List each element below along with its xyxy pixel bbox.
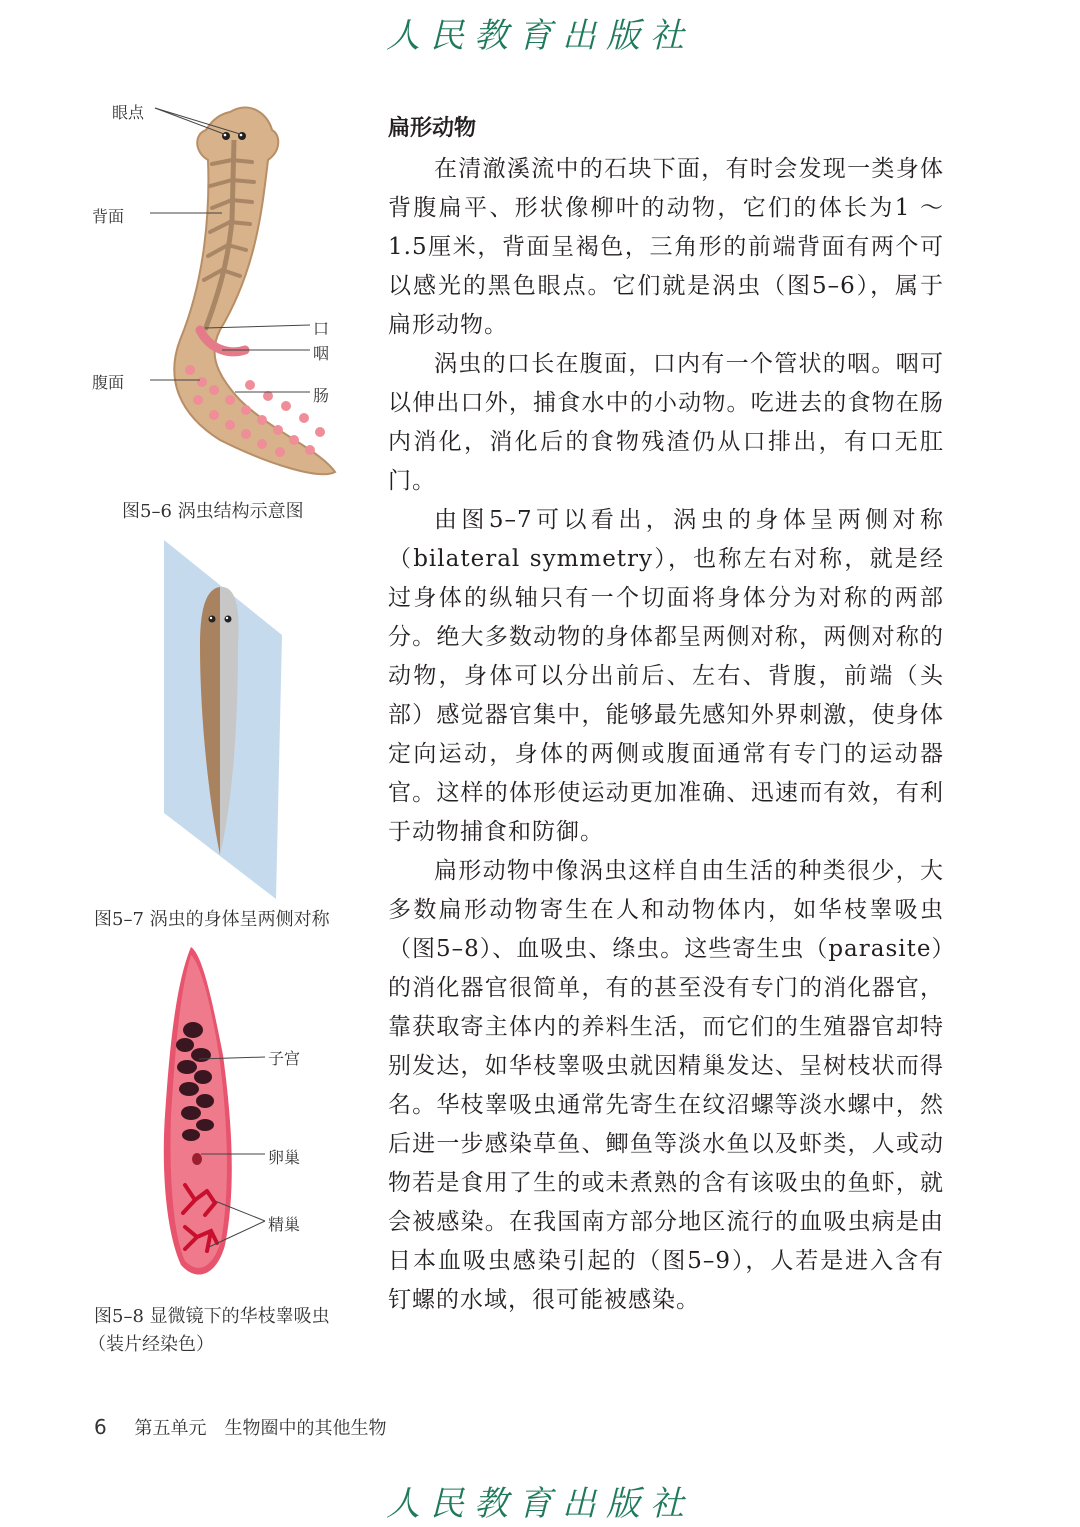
label-testis: 精巢 [268, 1215, 301, 1234]
label-dorsal: 背面 [92, 207, 125, 226]
article-body [388, 112, 944, 1320]
label-intestine: 肠 [313, 386, 330, 405]
label-ovary: 卵巢 [268, 1148, 301, 1167]
caption-fig-5-7: 图5–7 涡虫的身体呈两侧对称 [94, 909, 330, 930]
paragraph: 在清澈溪流中的石块下面，有时会发现一类身体背腹扁平、形状像柳叶的动物，它们的体长为1 ～ 1.5厘米，背面呈褐色，三角形的前端背面有两个可以感光的黑色眼点。它们就是涡虫（图5–6），属于扁形动物。 [388, 156, 944, 338]
bilateral-symmetry-figure [158, 535, 288, 905]
label-mouth: 口 [313, 319, 330, 338]
page-number: 6 [94, 1415, 107, 1439]
watermark-top: 人民教育出版社 [386, 16, 694, 56]
paragraph: 涡虫的口长在腹面，口内有一个管状的咽。咽可以伸出口外，捕食水中的小动物。吃进去的食物在肠内消化，消化后的食物残渣仍从口排出，有口无肛门。 [388, 351, 944, 494]
caption-fig-5-6: 图5–6 涡虫结构示意图 [122, 501, 304, 522]
caption-fig-5-8-line2: （装片经染色） [88, 1334, 214, 1355]
label-ventral: 腹面 [92, 373, 125, 392]
page-footer [94, 1414, 386, 1440]
watermark-bottom: 人民教育出版社 [386, 1484, 694, 1524]
caption-fig-5-8-line1: 图5–8 显微镜下的华枝睾吸虫 [94, 1306, 330, 1327]
section-heading: 扁形动物 [388, 116, 477, 141]
label-uterus: 子宫 [268, 1049, 301, 1068]
liver-fluke-micrograph [155, 945, 315, 1290]
unit-title: 第五单元 生物圈中的其他生物 [134, 1418, 387, 1439]
paragraph: 扁形动物中像涡虫这样自由生活的种类很少，大多数扁形动物寄生在人和动物体内，如华枝睾吸虫（图5–8）、血吸虫、绦虫。这些寄生虫（parasite）的消化器官很简单，有的甚至没有专门的消化器官，靠获取寄主体内的养料生活，而它们的生殖器官却特别发达，如华枝睾吸虫就因精巢发达、呈树枝状而得名。华枝睾吸虫通常先寄生在纹沼螺等淡水螺中，然后进一步感染草鱼、鲫鱼等淡水鱼以及虾类，人或动物若是食用了生的或未煮熟的含有该吸虫的鱼虾，就会被感染。在我国南方部分地区流行的血吸虫病是由日本血吸虫感染引起的（图5–9），人若是进入含有钉螺的水域，很可能被感染。 [388, 858, 944, 1313]
label-pharynx: 咽 [313, 344, 330, 363]
label-eyespot: 眼点 [112, 103, 145, 122]
planarian-structure-diagram [150, 100, 350, 485]
paragraph: 由图5–7可以看出，涡虫的身体呈两侧对称（bilateral symmetry），也称左右对称，就是经过身体的纵轴只有一个切面将身体分为对称的两部分。绝大多数动物的身体都呈两侧对称，两侧对称的动物，身体可以分出前后、左右、背腹，前端（头部）感觉器官集中，能够最先感知外界刺激，使身体定向运动，身体的两侧或腹面通常有专门的运动器官。这样的体形使运动更加准确、迅速而有效，有利于动物捕食和防御。 [388, 507, 944, 845]
